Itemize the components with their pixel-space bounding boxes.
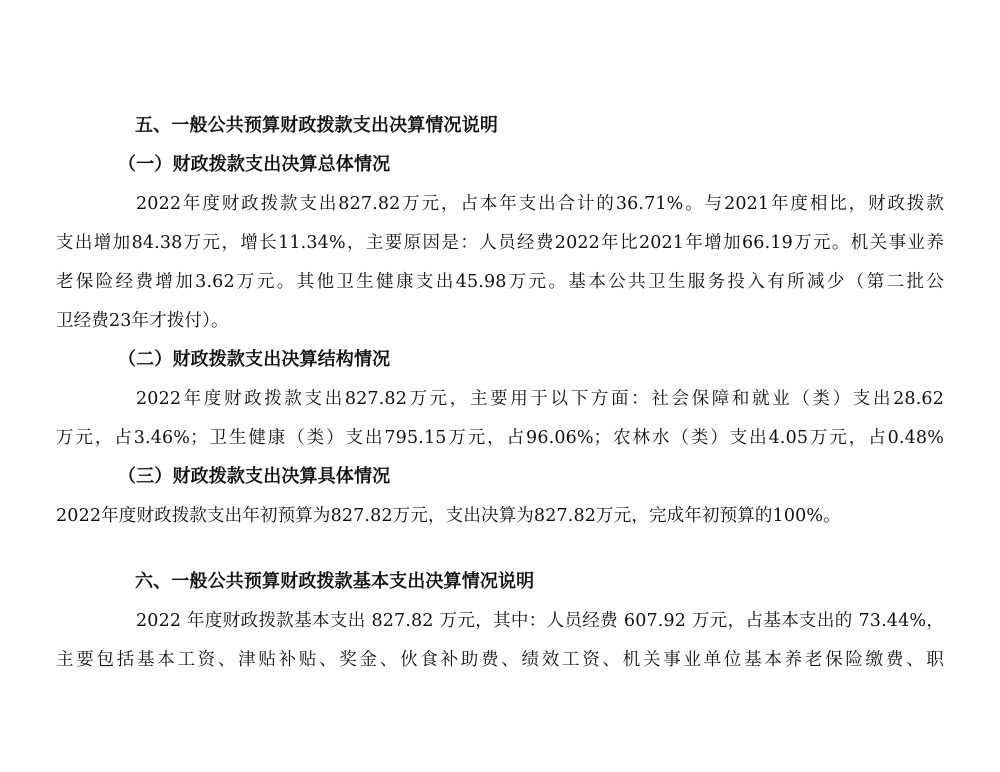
paragraph-line: 主要包括基本工资、津贴补贴、奖金、伙食补助费、绩效工资、机关事业单位基本养老保险缴费、职 [56,650,944,670]
section-6-heading: 六、一般公共预算财政拨款基本支出决算情况说明 [135,571,535,592]
paragraph-line: 2022年度财政拨款支出年初预算为827.82万元，支出决算为827.82万元，完成年初预算的100%。 [56,506,841,526]
paragraph-line: 2022 年度财政拨款基本支出 827.82 万元，其中：人员经费 607.92 万元，占基本支出的 73.44%， [136,611,944,631]
subsection-1-heading: （一）财政拨款支出决算总体情况 [118,154,391,175]
section-5-heading: 五、一般公共预算财政拨款支出决算情况说明 [135,115,498,136]
paragraph-line: 2022年度财政拨款支出827.82万元，占本年支出合计的36.71%。与2021年度相比，财政拨款 [136,194,944,214]
paragraph-line: 支出增加84.38万元，增长11.34%，主要原因是：人员经费2022年比2021年增加66.19万元。机关事业养 [56,233,944,253]
subsection-2-heading: （二）财政拨款支出决算结构情况 [118,349,391,370]
paragraph-line: 卫经费23年才拨付）。 [56,311,229,331]
subsection-3-heading: （三）财政拨款支出决算具体情况 [118,466,391,487]
paragraph-line: 2022年度财政拨款支出827.82万元，主要用于以下方面：社会保障和就业（类）支出28.62 [136,389,944,409]
paragraph-line: 万元，占3.46%；卫生健康（类）支出795.15万元，占96.06%；农林水（类）支出4.05万元，占0.48% [56,428,944,448]
paragraph-line: 老保险经费增加3.62万元。其他卫生健康支出45.98万元。基本公共卫生服务投入有所减少（第二批公 [56,272,944,292]
